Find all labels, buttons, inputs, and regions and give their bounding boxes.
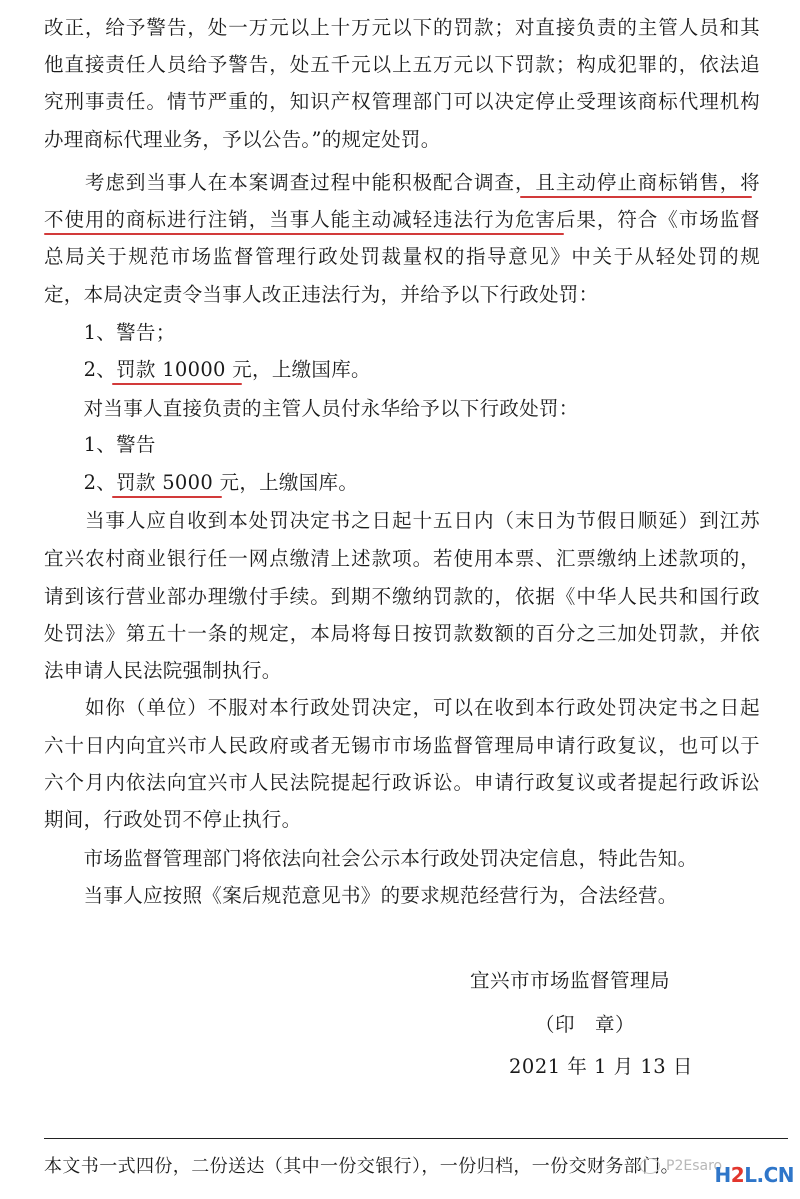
text-line: 总局关于规范市场监督管理行政处罚裁量权的指导意见》中关于从轻处罚的规 <box>44 245 760 268</box>
text-line: 究刑事责任。情节严重的，知识产权管理部门可以决定停止受理该商标代理机构 <box>44 90 760 113</box>
logo-letter: L <box>744 1163 757 1187</box>
agency-name: 宜兴市市场监督管理局 <box>470 969 671 992</box>
seal-text: （印 章） <box>535 1013 636 1036</box>
watermark-text: P2Esaro <box>666 1158 723 1174</box>
text-line: 不使用的商标进行注销，当事人能主动减轻违法行为危害后果，符合《市场监督 <box>44 208 760 231</box>
text-line: 当事人应按照《案后规范意见书》的要求规范经营行为，合法经营。 <box>44 884 678 907</box>
text-line: 办理商标代理业务，予以公告。”的规定处罚。 <box>44 128 441 151</box>
text-line: 他直接责任人员给予警告，处五千元以上五万元以下罚款；构成犯罪的，依法追 <box>44 53 760 76</box>
red-underline-annotation <box>112 496 222 498</box>
text-line: 对当事人直接负责的主管人员付永华给予以下行政处罚： <box>44 397 579 420</box>
document-date: 2021 年 1 月 13 日 <box>509 1055 693 1078</box>
text-line: 当事人应自收到本处罚决定书之日起十五日内（末日为节假日顺延）到江苏 <box>44 509 760 532</box>
text-line: 期间，行政处罚不停止执行。 <box>44 808 302 831</box>
list-item: 2、罚款 10000 元，上缴国库。 <box>44 358 371 381</box>
text-line: 六十日内向宜兴市人民政府或者无锡市市场监督管理局申请行政复议，也可以于 <box>44 734 760 757</box>
text-line: 处罚法》第五十一条的规定，本局将每日按罚款数额的百分之三加处罚款，并依 <box>44 622 760 645</box>
footnote-divider <box>44 1138 788 1139</box>
text-line: 考虑到当事人在本案调查过程中能积极配合调查，且主动停止商标销售，将 <box>44 171 760 194</box>
red-underline-annotation <box>112 383 242 385</box>
red-underline-annotation <box>520 196 752 198</box>
text-line: 市场监督管理部门将依法向社会公示本行政处罚决定信息，特此告知。 <box>44 847 698 870</box>
logo-letter: . <box>756 1163 764 1187</box>
red-underline-annotation <box>44 233 564 235</box>
list-item: 1、警告 <box>44 433 156 456</box>
list-item: 1、警告； <box>44 321 176 344</box>
text-line: 请到该行营业部办理缴付手续。到期不缴纳罚款的，依据《中华人民共和国行政 <box>44 585 760 608</box>
text-line: 六个月内依法向宜兴市人民法院提起行政诉讼。申请行政复议或者提起行政诉讼 <box>44 771 760 794</box>
text-line: 法申请人民法院强制执行。 <box>44 659 282 682</box>
text-line: 宜兴农村商业银行任一网点缴清上述款项。若使用本票、汇票缴纳上述款项的， <box>44 547 760 570</box>
footnote: 本文书一式四份，二份送达（其中一份交银行），一份归档，一份交财务部门。 <box>44 1156 679 1177</box>
chat-bubble-icon <box>640 1158 660 1174</box>
site-logo <box>715 1163 794 1187</box>
text-line: 定，本局决定责令当事人改正违法行为，并给予以下行政处罚： <box>44 283 599 306</box>
logo-letter: CN <box>763 1163 794 1187</box>
logo-letter: H <box>714 1163 731 1187</box>
list-item: 2、罚款 5000 元，上缴国库。 <box>44 471 359 494</box>
logo-letter: 2 <box>730 1163 745 1187</box>
text-line: 如你（单位）不服对本行政处罚决定，可以在收到本行政处罚决定书之日起 <box>44 696 760 719</box>
text-line: 改正，给予警告，处一万元以上十万元以下的罚款；对直接负责的主管人员和其 <box>44 16 760 39</box>
